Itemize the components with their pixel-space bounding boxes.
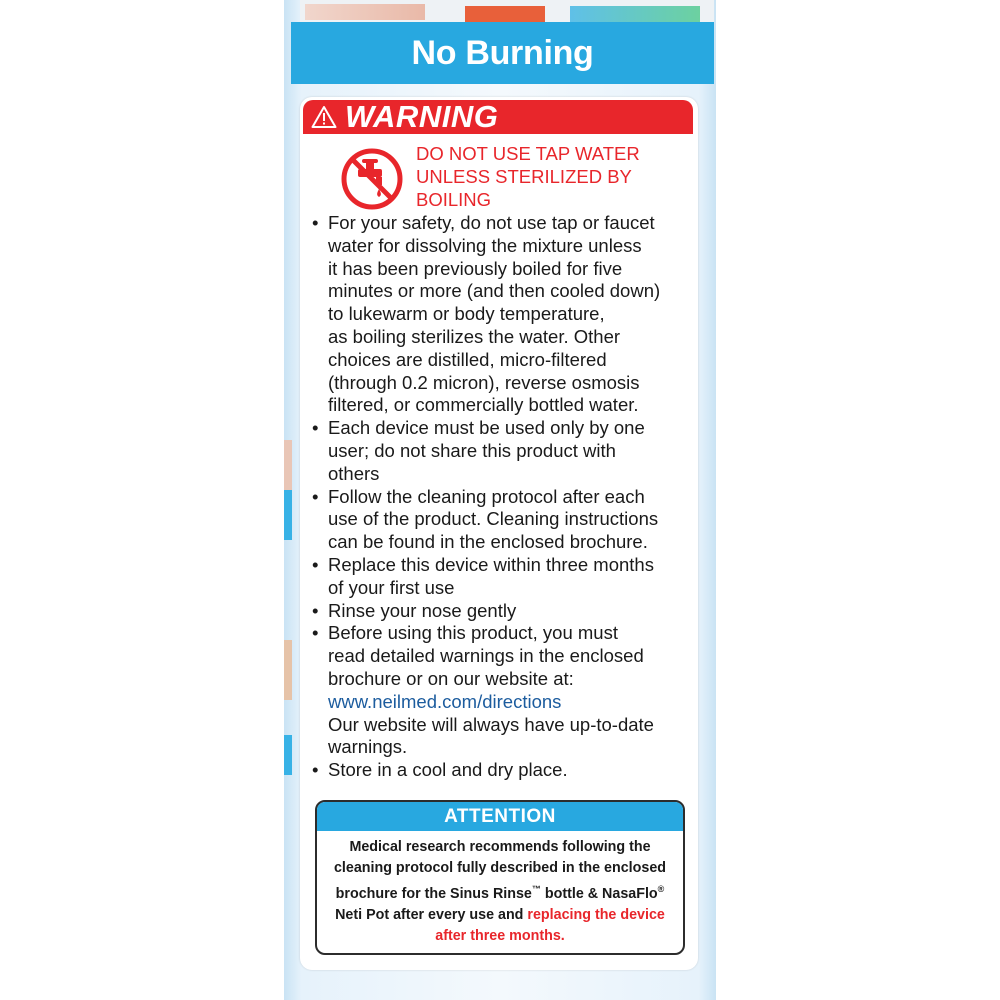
header-banner xyxy=(291,22,714,84)
list-item xyxy=(310,554,695,600)
no-tap-water-icon xyxy=(340,147,404,211)
tap-water-line: DO NOT USE TAP WATER xyxy=(416,143,640,164)
list-line: warnings. xyxy=(328,736,408,758)
list-line: • For your safety, do not use tap or faucet xyxy=(328,212,655,233)
attention-text: bottle & NasaFlo xyxy=(540,885,658,902)
trademark-symbol: ™ xyxy=(531,884,541,894)
attention-line xyxy=(317,879,683,905)
box-top-graphic xyxy=(305,4,425,20)
list-item xyxy=(310,622,695,759)
attention-box xyxy=(315,800,685,955)
list-line: filtered, or commercially bottled water. xyxy=(328,394,639,416)
list-line: • Replace this device within three months xyxy=(328,553,654,575)
list-line: read detailed warnings in the enclosed xyxy=(328,645,644,667)
list-line: to lukewarm or body temperature, xyxy=(328,303,605,325)
warning-header xyxy=(303,100,693,134)
banner-title: No Burning xyxy=(411,33,594,72)
list-line: can be found in the enclosed brochure. xyxy=(328,531,648,553)
list-line: user; do not share this product with xyxy=(328,439,616,461)
attention-highlight: after three months. xyxy=(435,927,565,944)
attention-body xyxy=(317,831,683,947)
website-link[interactable]: www.neilmed.com/directions xyxy=(328,690,562,712)
list-line: • Each device must be used only by one xyxy=(328,417,645,439)
list-line: • Store in a cool and dry place. xyxy=(328,759,568,781)
registered-symbol: ® xyxy=(657,884,665,894)
tap-water-warning xyxy=(416,142,686,211)
box-side-graphic xyxy=(284,490,292,540)
list-line: others xyxy=(328,462,380,484)
list-line: minutes or more (and then cooled down) xyxy=(328,280,661,302)
attention-text: Neti Pot after every use and xyxy=(335,906,528,923)
list-item xyxy=(310,486,695,554)
attention-text: brochure for the Sinus Rinse xyxy=(335,885,532,902)
warning-title: WARNING xyxy=(345,99,499,134)
list-line: use of the product. Cleaning instructions xyxy=(328,508,659,530)
box-side-graphic xyxy=(284,640,292,700)
list-line: • Rinse your nose gently xyxy=(328,599,517,621)
list-line: it has been previously boiled for five xyxy=(328,257,623,279)
warning-triangle-icon xyxy=(311,105,337,129)
list-line: (through 0.2 micron), reverse osmosis xyxy=(328,371,640,393)
box-top-graphic xyxy=(465,6,545,22)
box-top-graphic xyxy=(570,6,700,22)
attention-line xyxy=(317,905,683,926)
tap-water-line: BOILING xyxy=(416,189,492,210)
box-side-graphic xyxy=(284,440,292,490)
attention-header xyxy=(317,802,683,831)
attention-highlight: replacing the device xyxy=(527,906,665,923)
tap-water-line: UNLESS STERILIZED BY xyxy=(416,166,632,187)
list-line: Our website will always have up-to-date xyxy=(328,713,654,735)
list-line: of your first use xyxy=(328,576,455,598)
box-side-graphic xyxy=(284,735,292,775)
attention-line: Medical research recommends following the xyxy=(349,839,651,855)
list-item xyxy=(310,600,695,623)
list-line: as boiling sterilizes the water. Other xyxy=(328,325,621,347)
list-item xyxy=(310,417,695,485)
list-line: • Before using this product, you must xyxy=(328,622,618,644)
attention-line: cleaning protocol fully described in the enclosed xyxy=(333,860,667,876)
list-line: • Follow the cleaning protocol after each xyxy=(328,485,645,507)
list-item xyxy=(310,212,695,417)
attention-title: ATTENTION xyxy=(444,805,556,827)
list-line: brochure or on our website at: xyxy=(328,667,574,689)
list-item xyxy=(310,759,695,782)
list-line: water for dissolving the mixture unless xyxy=(328,234,642,256)
list-line: choices are distilled, micro-filtered xyxy=(328,348,607,370)
warning-list xyxy=(310,212,695,782)
